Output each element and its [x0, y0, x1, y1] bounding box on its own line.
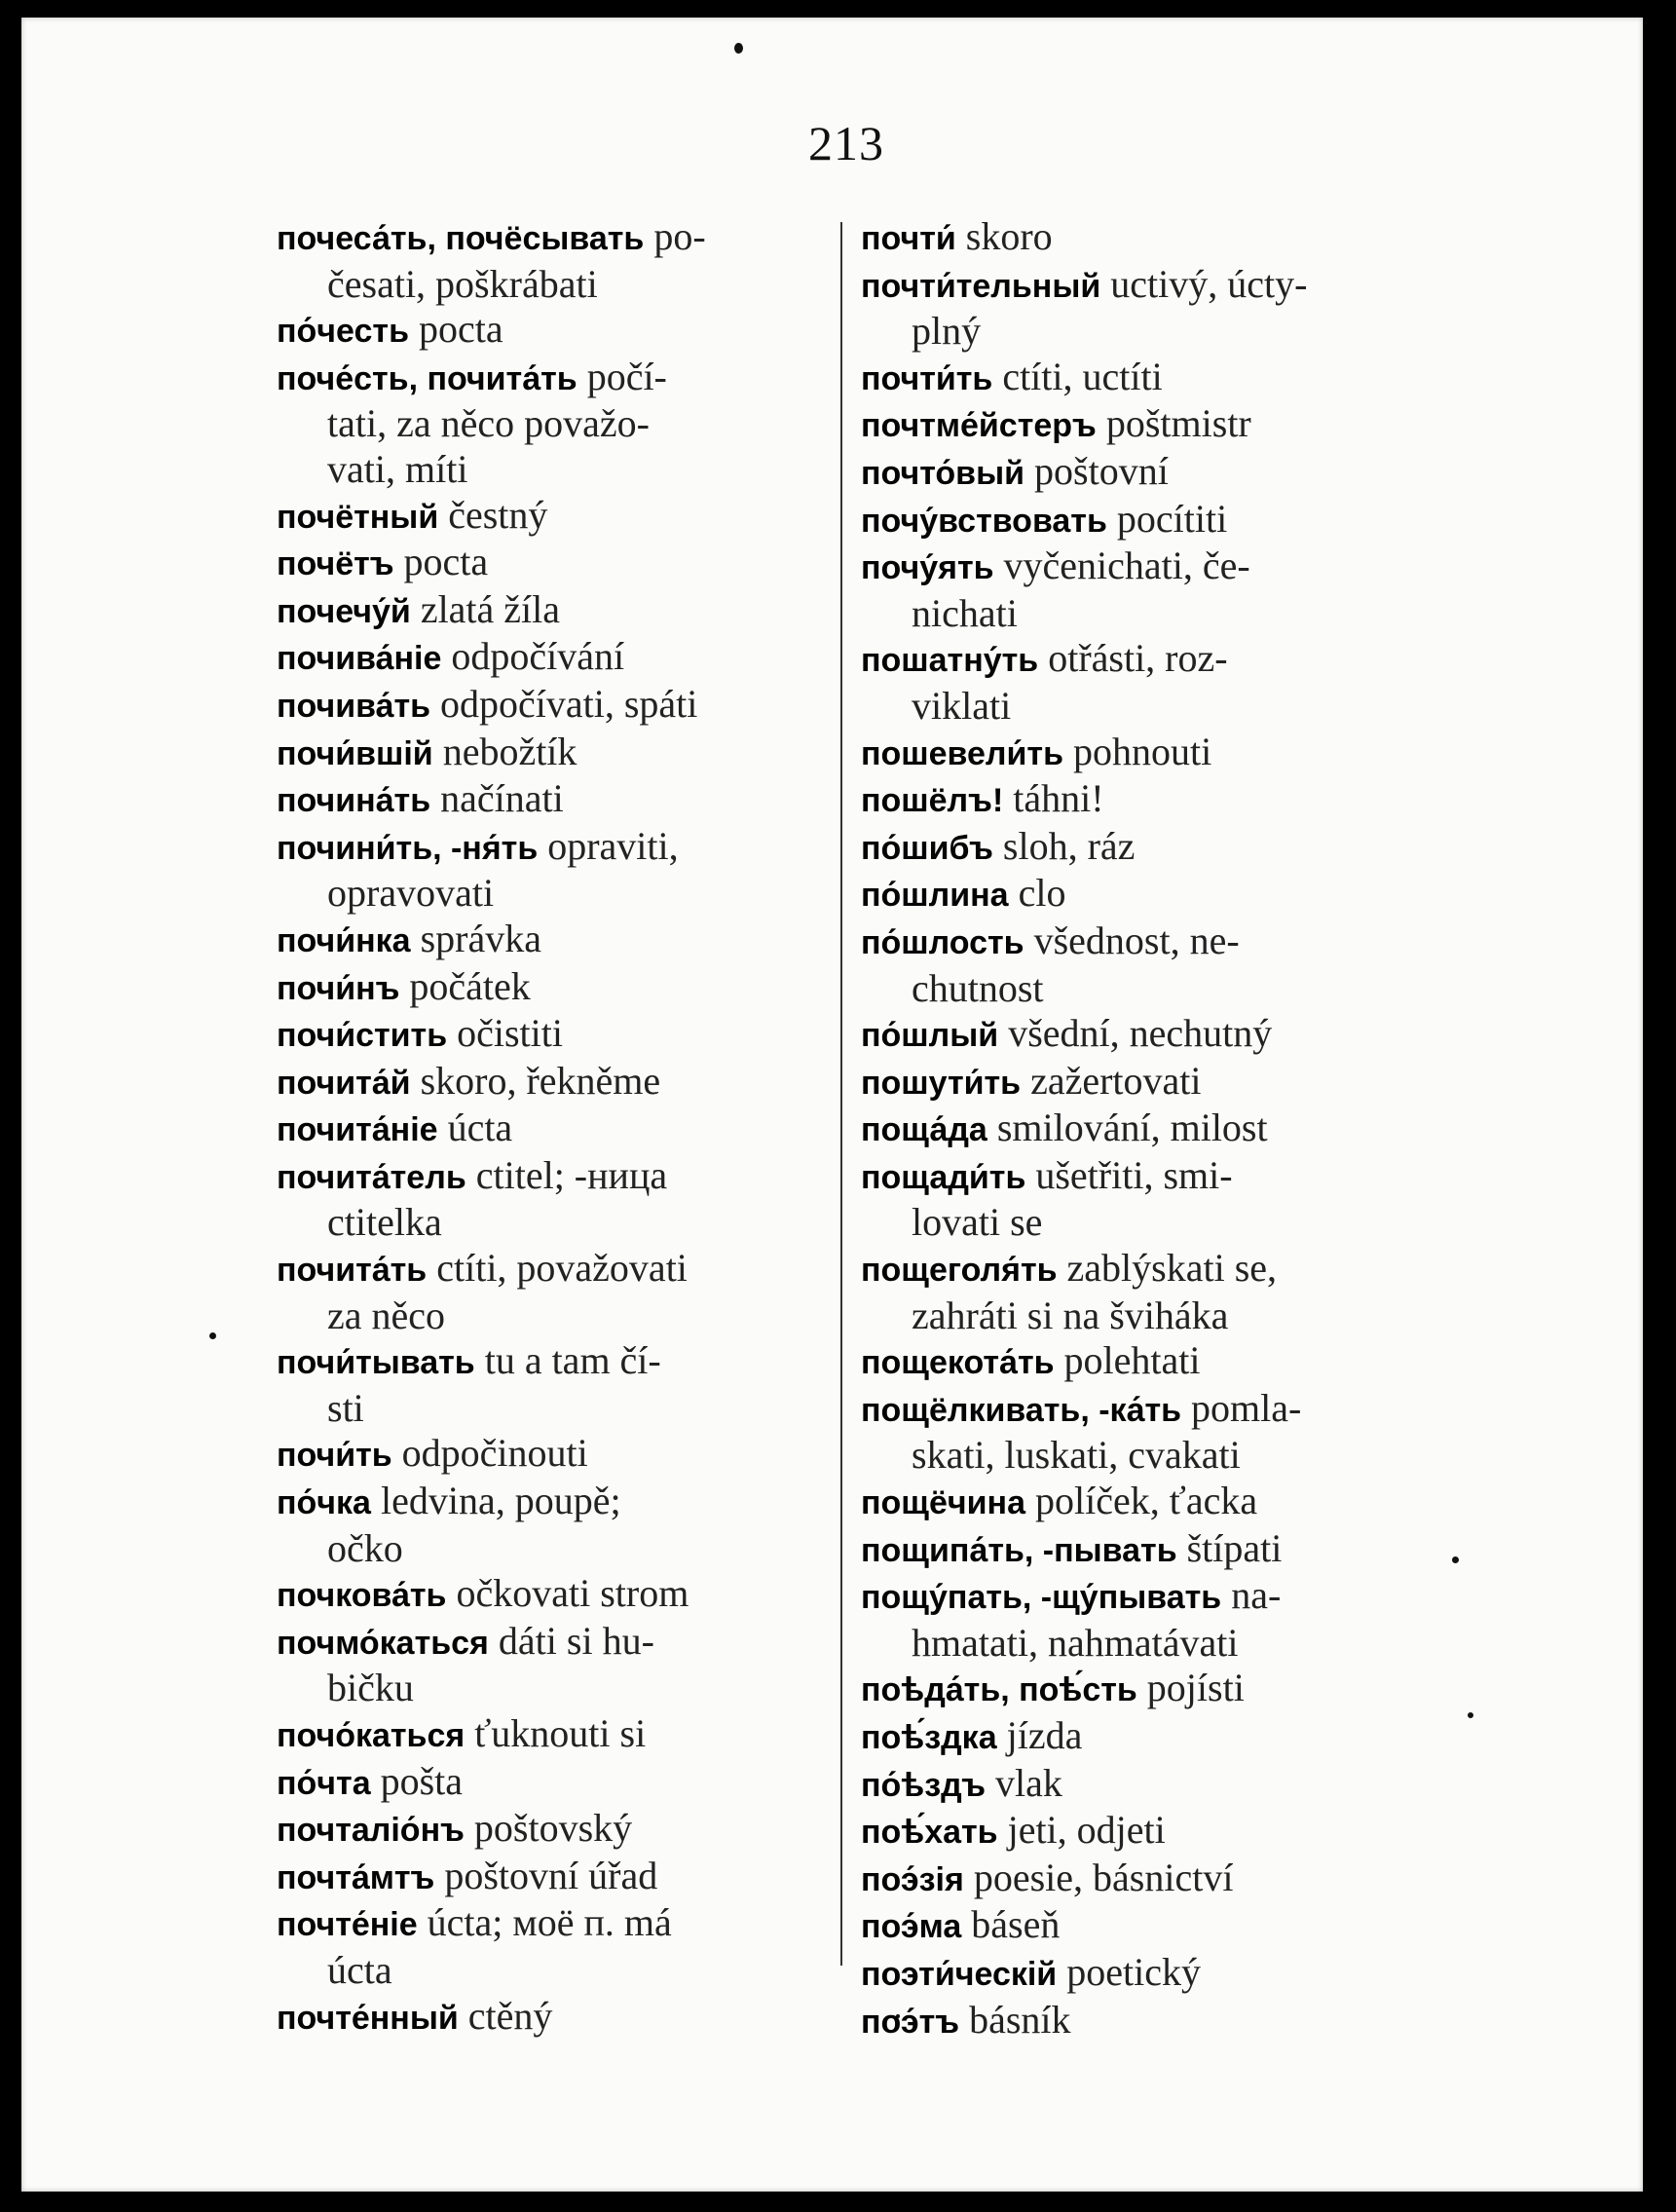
entry-line — [861, 497, 1426, 544]
entry-line — [277, 964, 841, 1012]
headword: почина́ть — [277, 782, 431, 820]
dictionary-entry — [277, 1571, 841, 1619]
headword: по́чта — [277, 1764, 371, 1802]
headword: пощёчина — [861, 1484, 1025, 1522]
entry-line — [277, 917, 841, 964]
entry-line — [277, 1571, 841, 1619]
translation: ušetřiti, smi- — [1035, 1152, 1233, 1197]
headword: пошути́ть — [861, 1064, 1022, 1102]
entry-line — [277, 1153, 841, 1201]
dictionary-entry — [861, 1011, 1426, 1059]
headword: почте́нный — [277, 1999, 459, 2037]
translation: pocta — [418, 307, 503, 352]
entry-line — [861, 1011, 1426, 1059]
entry-continuation-line — [861, 1293, 1426, 1339]
entry-line — [861, 1573, 1426, 1621]
translation: očistiti — [457, 1011, 564, 1056]
dictionary-entry — [277, 1479, 841, 1571]
entry-line — [861, 636, 1426, 684]
translation: ctíti, uctíti — [1002, 354, 1163, 398]
entry-line — [861, 1856, 1426, 1903]
entry-line — [861, 1386, 1426, 1434]
dictionary-entry — [861, 1153, 1426, 1246]
entry-continuation-line — [277, 1948, 841, 1994]
entry-line — [861, 1106, 1426, 1153]
entry-line — [861, 1526, 1426, 1574]
headword: пощу́пать, -щу́пывать — [861, 1579, 1222, 1617]
translation: nebožtík — [442, 729, 577, 773]
entry-line — [277, 1854, 841, 1901]
translation: jízda — [1006, 1713, 1083, 1757]
translation: chutnost — [912, 965, 1044, 1010]
headword: почо́каться — [277, 1717, 466, 1754]
dictionary-entry — [277, 1854, 841, 1901]
headword: почи́тывать — [277, 1344, 475, 1382]
translation: vlak — [995, 1760, 1062, 1805]
entry-line — [861, 544, 1426, 591]
dictionary-entry — [861, 1246, 1426, 1338]
dictionary-entry — [277, 493, 841, 541]
dictionary-entry — [277, 1338, 841, 1431]
translation: zlatá žíla — [420, 586, 561, 631]
ink-speck — [1452, 1556, 1459, 1563]
translation: plný — [912, 309, 982, 354]
translation: táhni! — [1013, 776, 1104, 821]
headword: почётъ — [277, 545, 394, 583]
page-number: 213 — [808, 116, 884, 170]
translation: ťuknouti si — [474, 1711, 647, 1755]
dictionary-entry — [277, 1106, 841, 1153]
translation: tati, za něco považo- — [327, 401, 650, 446]
translation: správka — [420, 916, 541, 960]
entry-line — [277, 1711, 841, 1759]
headword: почкова́ть — [277, 1577, 447, 1615]
translation: ctíti, považovati — [436, 1246, 688, 1291]
headword: почива́ніе — [277, 640, 442, 678]
headword: почи́нка — [277, 921, 411, 959]
entry-continuation-line — [277, 1200, 841, 1246]
entry-line — [861, 355, 1426, 402]
translation: hmatati, nahmatávati — [912, 1620, 1239, 1665]
translation: ctitel; -ница — [475, 1152, 668, 1197]
dictionary-entry — [277, 776, 841, 824]
ink-speck — [209, 1332, 216, 1339]
dictionary-entry — [277, 355, 841, 493]
translation: po- — [653, 214, 706, 258]
dictionary-entry — [861, 1526, 1426, 1574]
headword: по́шлый — [861, 1017, 999, 1055]
entry-line — [277, 1619, 841, 1667]
dictionary-entry — [277, 1619, 841, 1711]
headword: пощекота́ть — [861, 1344, 1055, 1382]
translation: políček, ťacka — [1035, 1479, 1258, 1523]
headword: поэ́ма — [861, 1908, 962, 1946]
entry-line — [861, 1950, 1426, 1998]
right-column — [861, 214, 1426, 2044]
translation: skoro — [965, 214, 1053, 258]
translation: viklati — [912, 683, 1012, 728]
translation: pošta — [380, 1758, 464, 1803]
headword: почти́ — [861, 220, 956, 257]
entry-continuation-line — [861, 966, 1426, 1012]
dictionary-entry — [861, 1573, 1426, 1666]
dictionary-entry — [861, 730, 1426, 777]
dictionary-entry — [277, 1994, 841, 2042]
translation: poštovní úřad — [444, 1853, 658, 1897]
translation: čestný — [448, 492, 548, 537]
entry-line — [277, 355, 841, 402]
dictionary-entry — [861, 355, 1426, 402]
dictionary-entry — [861, 497, 1426, 544]
headword: пощеголя́ть — [861, 1252, 1058, 1290]
dictionary-entry — [861, 636, 1426, 729]
entry-line — [861, 919, 1426, 966]
entry-line — [861, 1998, 1426, 2045]
entry-line — [277, 1011, 841, 1059]
headword: почи́вшій — [277, 734, 433, 772]
translation: úcta — [447, 1106, 513, 1150]
translation: sti — [327, 1385, 364, 1430]
dictionary-entry — [277, 824, 841, 917]
translation: lovati se — [912, 1200, 1043, 1245]
translation: básník — [969, 1997, 1071, 2042]
dictionary-entry — [277, 1759, 841, 1807]
headword: пошевели́ть — [861, 734, 1063, 772]
entry-line — [277, 587, 841, 635]
translation: všední, nechutný — [1008, 1011, 1273, 1056]
entry-line — [861, 1153, 1426, 1201]
dictionary-entry — [861, 1479, 1426, 1526]
entry-line — [277, 682, 841, 730]
entry-line — [277, 824, 841, 872]
headword: поѣ́здка — [861, 1719, 997, 1756]
translation: opraviti, — [547, 823, 679, 868]
headword: почу́ять — [861, 549, 994, 587]
headword: пощёлкивать, -ка́ть — [861, 1391, 1182, 1429]
dictionary-entry — [861, 401, 1426, 449]
entry-continuation-line — [277, 1666, 841, 1711]
headword: почита́й — [277, 1064, 411, 1102]
translation: na- — [1231, 1573, 1282, 1618]
translation: bičku — [327, 1666, 414, 1710]
headword: почива́ть — [277, 687, 431, 725]
entry-line — [277, 540, 841, 587]
dictionary-entry — [861, 544, 1426, 636]
headword: почти́ть — [861, 359, 993, 397]
entry-line — [277, 1106, 841, 1153]
translation: všednost, ne- — [1033, 918, 1240, 962]
dictionary-entry — [277, 917, 841, 964]
translation: zablýskati se, — [1066, 1246, 1278, 1291]
entry-continuation-line — [861, 1200, 1426, 1246]
dictionary-entry — [861, 776, 1426, 824]
dictionary-entry — [861, 871, 1426, 919]
dictionary-entry — [861, 449, 1426, 497]
headword: почита́ть — [277, 1252, 428, 1290]
entry-continuation-line — [861, 591, 1426, 637]
headword: почтме́йстеръ — [861, 407, 1097, 445]
dictionary-page — [21, 18, 1643, 2192]
translation: poštovní — [1034, 448, 1169, 493]
headword: по́честь — [277, 313, 409, 351]
entry-line — [861, 1059, 1426, 1106]
translation: zahráti si na šviháka — [912, 1293, 1229, 1337]
dictionary-entry — [861, 1950, 1426, 1998]
headword: почмо́каться — [277, 1624, 489, 1662]
headword: пощади́ть — [861, 1158, 1026, 1196]
dictionary-entry — [861, 1386, 1426, 1479]
headword: почита́тель — [277, 1158, 466, 1196]
entry-line — [861, 401, 1426, 449]
dictionary-entry — [277, 214, 841, 307]
dictionary-entry — [277, 1153, 841, 1246]
headword: поща́да — [861, 1111, 987, 1149]
dictionary-entry — [277, 634, 841, 682]
entry-line — [277, 1059, 841, 1106]
entry-continuation-line — [861, 1433, 1426, 1479]
translation: poštovský — [473, 1806, 633, 1851]
dictionary-entry — [861, 1808, 1426, 1856]
entry-line — [277, 1479, 841, 1526]
ink-speck — [1468, 1712, 1473, 1718]
translation: skati, luskati, cvakati — [912, 1433, 1241, 1478]
translation: ctitelka — [327, 1200, 442, 1245]
translation: poetický — [1066, 1949, 1201, 1994]
translation: dáti si hu- — [498, 1618, 654, 1663]
translation: odpočinouti — [401, 1431, 588, 1476]
entry-line — [277, 1431, 841, 1479]
dictionary-entry — [861, 1059, 1426, 1106]
dictionary-entry — [277, 1059, 841, 1106]
dictionary-entry — [861, 1713, 1426, 1761]
dictionary-entry — [861, 214, 1426, 262]
translation: poštmistr — [1105, 401, 1251, 446]
entry-line — [277, 730, 841, 777]
entry-line — [277, 307, 841, 355]
translation: vyčenichati, če- — [1003, 544, 1250, 588]
dictionary-entry — [277, 730, 841, 777]
translation: nichati — [912, 590, 1018, 635]
translation: pocta — [403, 540, 489, 584]
headword: почто́вый — [861, 454, 1025, 492]
entry-line — [861, 262, 1426, 310]
translation: uctivý, úcty- — [1110, 261, 1308, 306]
translation: opravovati — [327, 871, 495, 916]
entry-line — [277, 1759, 841, 1807]
translation: báseň — [971, 1902, 1061, 1947]
headword: почу́вствовать — [861, 502, 1107, 540]
entry-continuation-line — [861, 309, 1426, 355]
headword: поэти́ческій — [861, 1955, 1058, 1993]
translation: pomla- — [1191, 1385, 1302, 1430]
entry-line — [861, 824, 1426, 872]
entry-line — [861, 449, 1426, 497]
entry-line — [861, 1902, 1426, 1950]
headword: поѣ́хать — [861, 1814, 998, 1852]
translation: štípati — [1186, 1525, 1283, 1570]
dictionary-entry — [861, 1761, 1426, 1809]
translation: vati, míti — [327, 446, 468, 491]
translation: sloh, ráz — [1002, 823, 1136, 868]
translation: zažertovati — [1030, 1058, 1202, 1103]
entry-line — [277, 1246, 841, 1293]
dictionary-entry — [861, 1856, 1426, 1903]
headword: почталіо́нъ — [277, 1812, 465, 1850]
translation: počátek — [409, 963, 531, 1008]
translation: clo — [1018, 871, 1066, 916]
headword: почини́ть, -ня́ть — [277, 829, 539, 867]
dictionary-entry — [277, 307, 841, 355]
translation: úcta; моё п. má — [427, 1900, 672, 1945]
headword: почи́нъ — [277, 969, 400, 1007]
entry-line — [861, 1338, 1426, 1386]
headword: почётный — [277, 498, 439, 536]
entry-line — [861, 1479, 1426, 1526]
headword: по́шлость — [861, 923, 1024, 961]
translation: ctěný — [467, 1993, 553, 2038]
translation: úcta — [327, 1947, 392, 1992]
headword: почта́мтъ — [277, 1858, 435, 1896]
translation: smilování, milost — [996, 1106, 1268, 1150]
ink-speck — [734, 43, 743, 54]
translation: tu a tam čí- — [484, 1338, 661, 1383]
entry-line — [861, 1761, 1426, 1809]
entry-line — [861, 214, 1426, 262]
entry-line — [277, 634, 841, 682]
dictionary-entry — [277, 1900, 841, 1993]
headword: поѣда́ть, поѣ́сть — [861, 1671, 1137, 1709]
translation: česati, poškrábati — [327, 261, 598, 306]
headword: почита́ніе — [277, 1111, 438, 1149]
headword: поэ́тъ — [861, 2003, 960, 2041]
dictionary-entry — [277, 1711, 841, 1759]
entry-continuation-line — [277, 871, 841, 917]
entry-line — [277, 214, 841, 262]
entry-continuation-line — [277, 447, 841, 493]
entry-line — [277, 493, 841, 541]
dictionary-entry — [861, 1998, 1426, 2045]
entry-line — [277, 1806, 841, 1854]
dictionary-entry — [277, 1431, 841, 1479]
headword: почи́ть — [277, 1437, 392, 1475]
headword: почеса́ть, почёсывать — [277, 220, 645, 257]
entry-line — [861, 1246, 1426, 1293]
headword: пощипа́ть, -пывать — [861, 1531, 1177, 1569]
headword: по́ѣздъ — [861, 1766, 987, 1804]
dictionary-entry — [861, 824, 1426, 872]
dictionary-entry — [277, 587, 841, 635]
translation: za něco — [327, 1293, 446, 1337]
headword: почечу́й — [277, 592, 411, 630]
translation: očko — [327, 1525, 403, 1570]
translation: načínati — [440, 776, 564, 821]
headword: почи́стить — [277, 1017, 448, 1055]
dictionary-entry — [861, 1666, 1426, 1713]
entry-line — [861, 871, 1426, 919]
dictionary-entry — [277, 540, 841, 587]
headword: по́чка — [277, 1484, 371, 1522]
translation: odpočívání — [451, 634, 625, 679]
translation: počí- — [586, 354, 667, 398]
entry-line — [277, 1900, 841, 1948]
headword: по́шибъ — [861, 829, 993, 867]
translation: ledvina, poupě; — [380, 1479, 621, 1523]
headword: пошатну́ть — [861, 642, 1039, 680]
entry-line — [861, 1713, 1426, 1761]
entry-line — [861, 730, 1426, 777]
translation: pocítiti — [1116, 496, 1228, 541]
entry-continuation-line — [277, 1526, 841, 1572]
dictionary-entry — [277, 1011, 841, 1059]
dictionary-entry — [861, 1338, 1426, 1386]
entry-continuation-line — [861, 1621, 1426, 1667]
headword: почти́тельный — [861, 267, 1101, 305]
dictionary-entry — [277, 1806, 841, 1854]
entry-continuation-line — [277, 1293, 841, 1339]
headword: почте́ніе — [277, 1906, 418, 1944]
translation: pojísti — [1146, 1666, 1245, 1710]
translation: polehtati — [1063, 1338, 1201, 1383]
headword: поче́сть, почита́ть — [277, 359, 577, 397]
headword: поэ́зія — [861, 1860, 964, 1898]
entry-line — [861, 1808, 1426, 1856]
translation: odpočívati, spáti — [440, 681, 698, 726]
dictionary-entry — [861, 919, 1426, 1011]
dictionary-entry — [277, 964, 841, 1012]
entry-line — [861, 1666, 1426, 1713]
translation: skoro, řekněme — [420, 1058, 661, 1103]
dictionary-entry — [861, 1106, 1426, 1153]
entry-line — [277, 1338, 841, 1386]
dictionary-entry — [277, 682, 841, 730]
headword: пошёлъ! — [861, 782, 1004, 820]
translation: pohnouti — [1072, 729, 1212, 773]
dictionary-entry — [861, 262, 1426, 355]
dictionary-entry — [277, 1246, 841, 1338]
left-column — [277, 214, 841, 2041]
entry-continuation-line — [277, 262, 841, 308]
entry-line — [277, 776, 841, 824]
entry-continuation-line — [861, 684, 1426, 730]
entry-continuation-line — [277, 401, 841, 447]
translation: otřásti, roz- — [1048, 636, 1228, 681]
entry-continuation-line — [277, 1386, 841, 1432]
translation: očkovati strom — [456, 1571, 689, 1616]
dictionary-entry — [861, 1902, 1426, 1950]
entry-line — [861, 776, 1426, 824]
translation: poesie, básnictví — [973, 1855, 1234, 1899]
headword: по́шлина — [861, 877, 1009, 915]
translation: jeti, odjeti — [1007, 1808, 1166, 1853]
entry-line — [277, 1994, 841, 2042]
